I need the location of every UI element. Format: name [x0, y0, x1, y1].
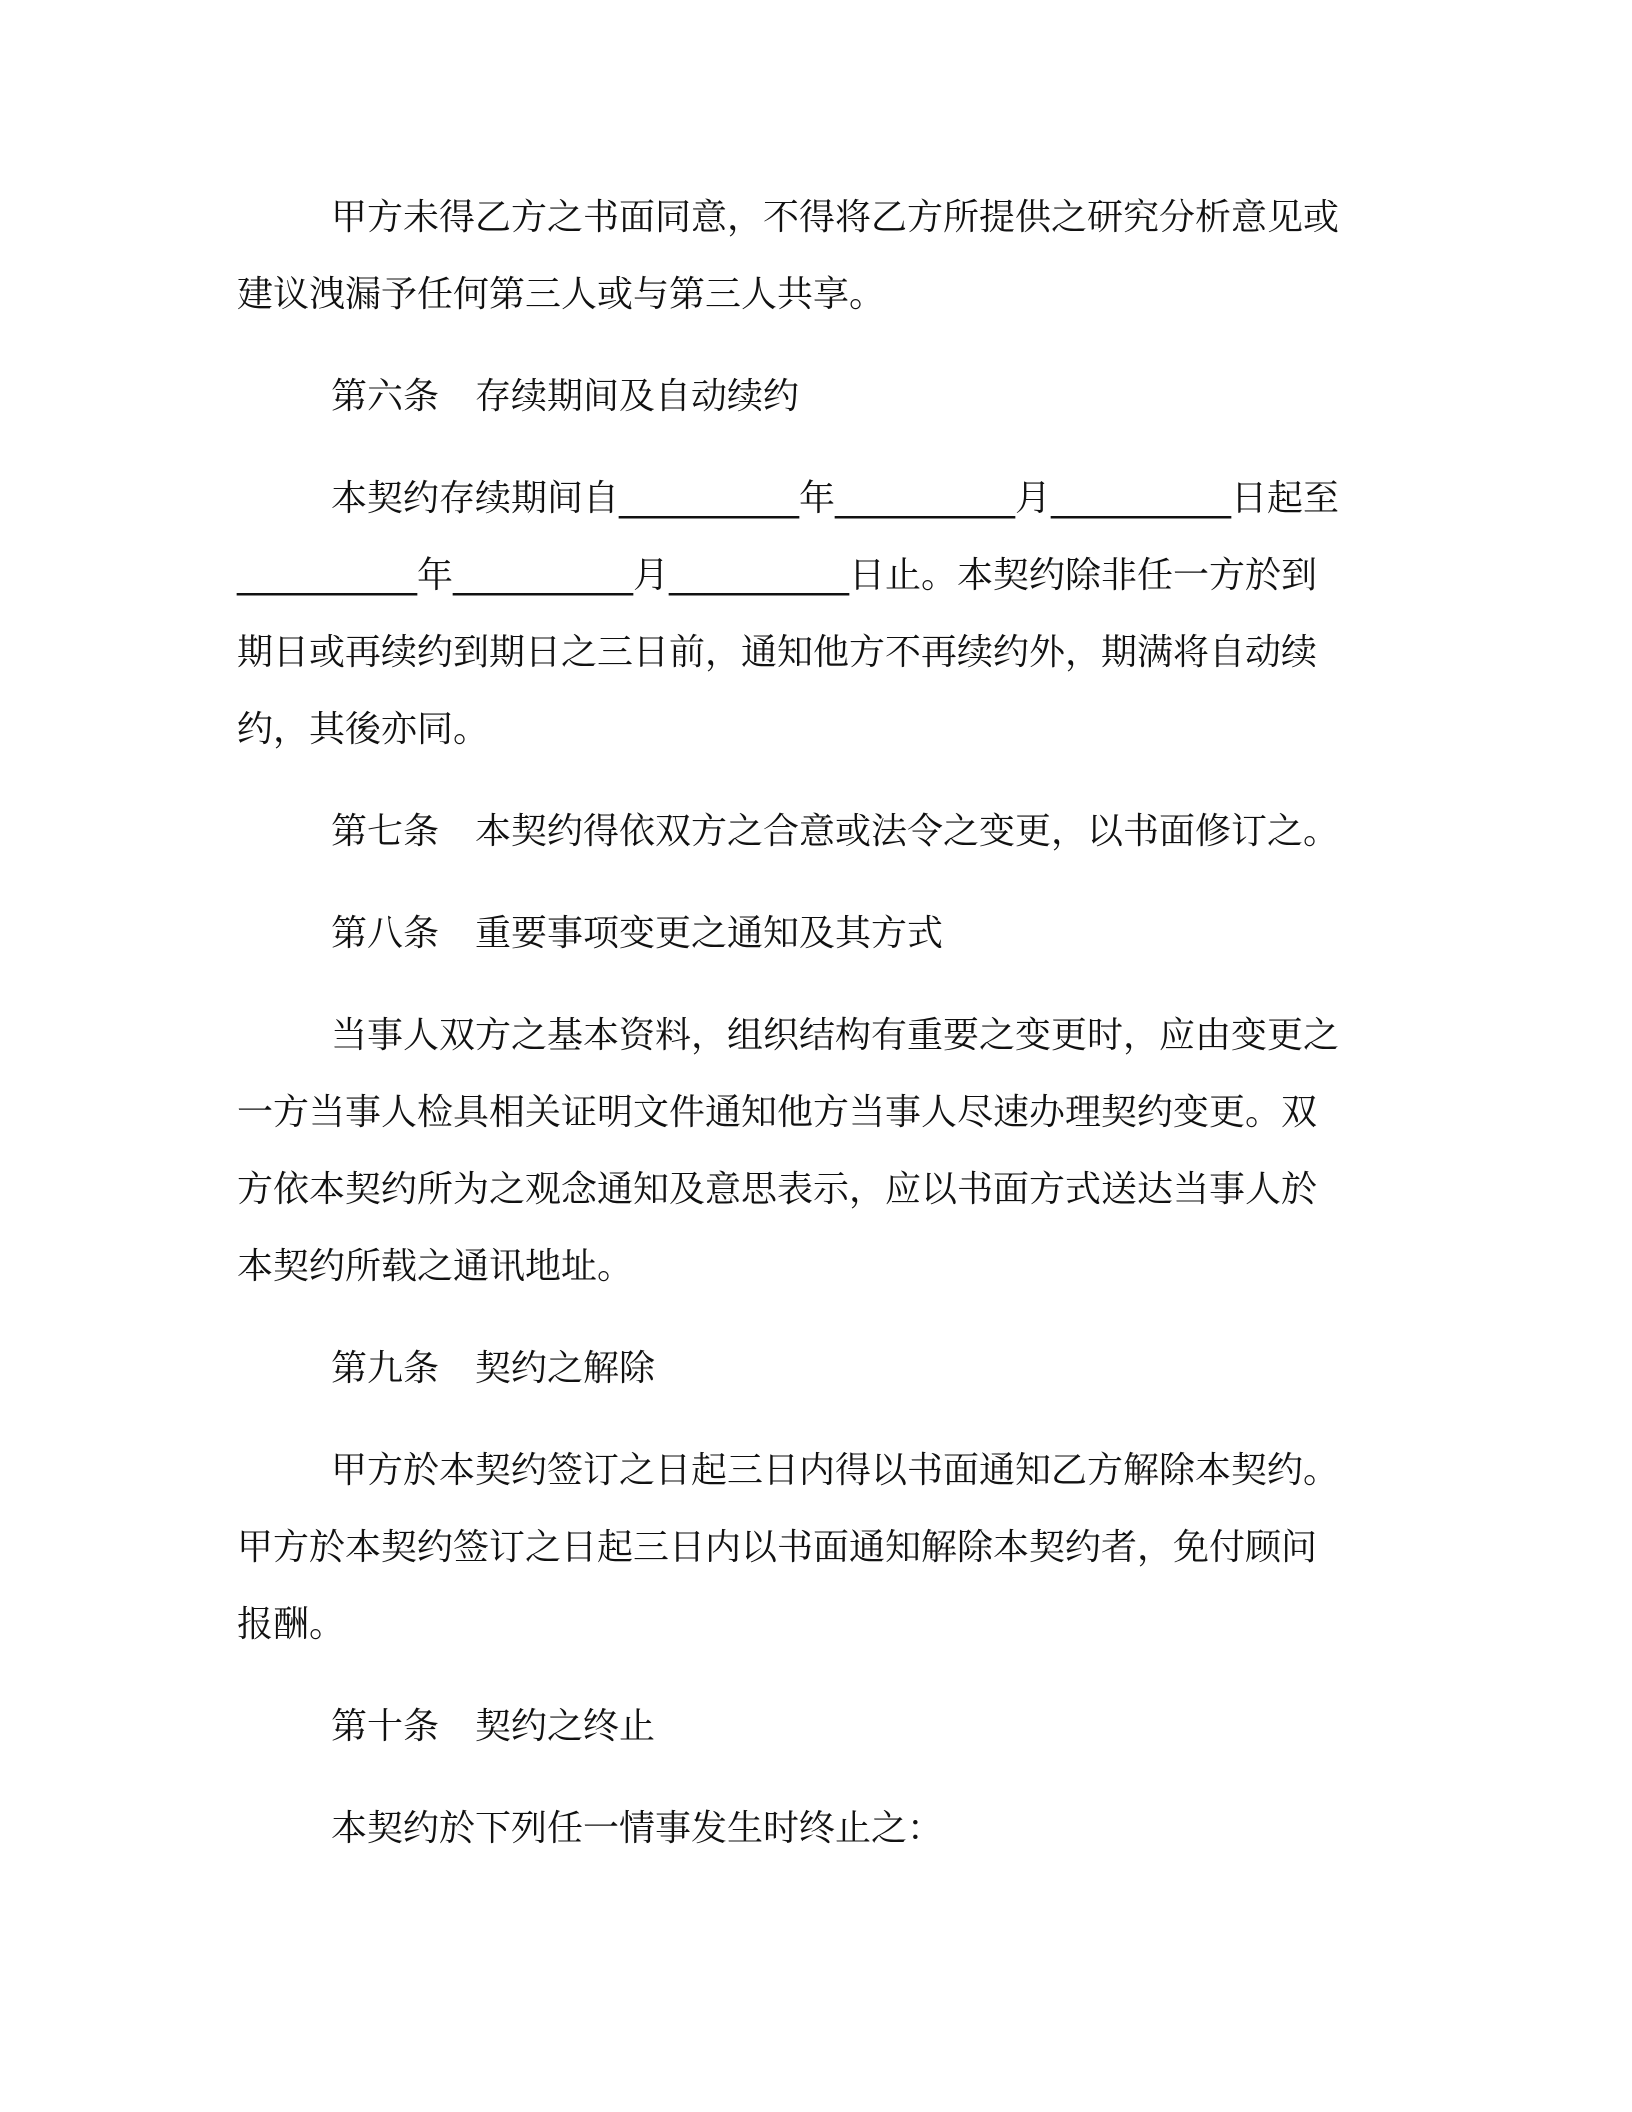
text-line: 期日或再续约到期日之三日前，通知他方不再续约外，期满将自动续 [237, 632, 1318, 673]
text-line: 本契约於下列任一情事发生时终止之： [331, 1808, 944, 1849]
text-line: 约，其後亦同。 [237, 709, 490, 750]
text-line: 建议洩漏予任何第三人或与第三人共享。 [237, 274, 886, 315]
text-line: 报酬。 [237, 1604, 346, 1645]
text-line: 甲方於本契约签订之日起三日内以书面通知解除本契约者，免付顾问 [237, 1527, 1318, 1568]
article-heading: 第八条 重要事项变更之通知及其方式 [331, 913, 944, 954]
text-line: 甲方未得乙方之书面同意，不得将乙方所提供之研究分析意见或 [331, 197, 1340, 238]
text-line: 本契约所载之通讯地址。 [237, 1246, 634, 1287]
text-line: 一方当事人检具相关证明文件通知他方当事人尽速办理契约变更。双 [237, 1092, 1318, 1133]
text-line: __________年__________月__________日止。本契约除非任一方於到 [237, 555, 1318, 596]
article-heading: 第十条 契约之终止 [331, 1706, 656, 1747]
text-line: 本契约存续期间自__________年__________月__________日起至 [331, 478, 1340, 519]
article-heading: 第九条 契约之解除 [331, 1348, 656, 1389]
article-heading: 第六条 存续期间及自动续约 [331, 376, 800, 417]
text-line: 当事人双方之基本资料，组织结构有重要之变更时，应由变更之 [331, 1015, 1340, 1056]
article-heading: 第七条 本契约得依双方之合意或法令之变更，以书面修订之。 [331, 811, 1340, 852]
text-line: 甲方於本契约签订之日起三日内得以书面通知乙方解除本契约。 [331, 1450, 1340, 1491]
text-line: 方依本契约所为之观念通知及意思表示，应以书面方式送达当事人於 [237, 1169, 1318, 1210]
